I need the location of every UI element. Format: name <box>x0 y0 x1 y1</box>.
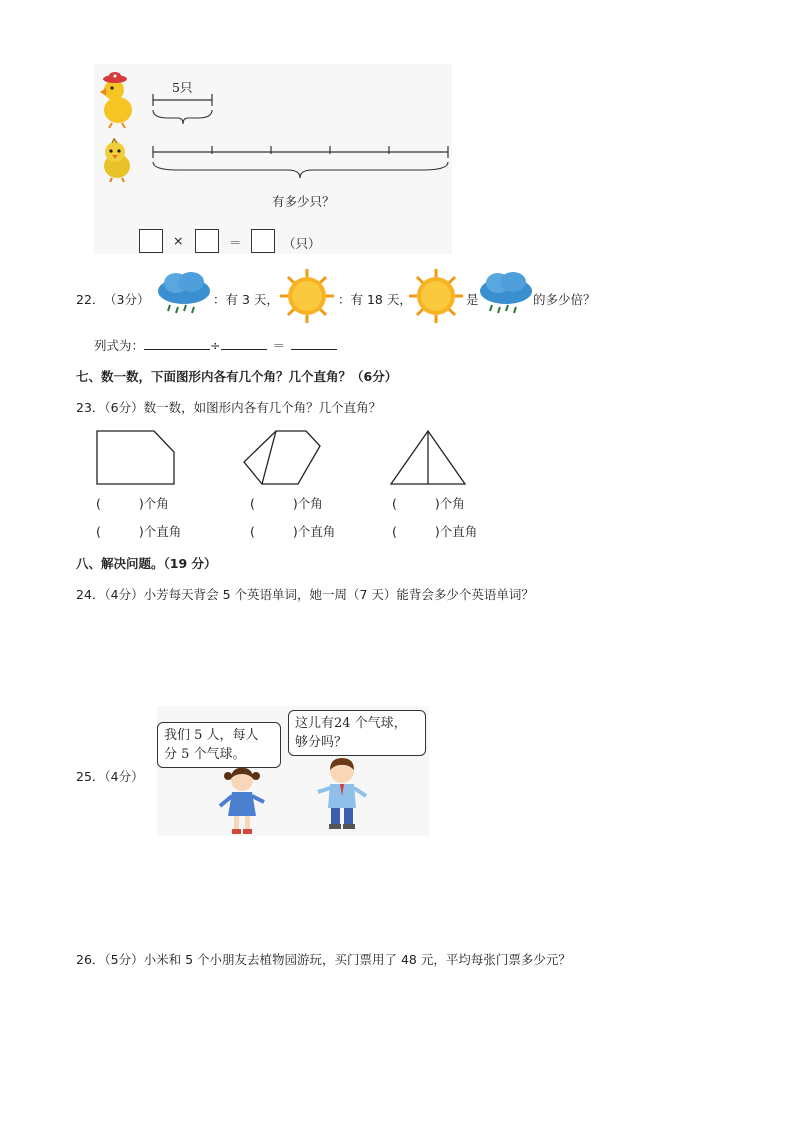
girl-line-2: 分 5 个气球。 <box>164 747 246 762</box>
q23-blank-1a[interactable] <box>101 496 139 508</box>
segment-label: 5只 <box>172 80 193 95</box>
shape-pentagon <box>97 431 174 484</box>
formula-label: 列式为： <box>94 338 145 353</box>
equals-sign: ＝ <box>229 235 242 250</box>
duckling-icon <box>98 138 134 182</box>
q22-text-a: ：有 3 天， <box>213 292 279 307</box>
times-sign: × <box>173 233 184 248</box>
q24-number: 24． <box>76 587 105 602</box>
q23-answer-1b: ( )个直角 <box>96 524 182 539</box>
girl-speech-bubble <box>157 722 281 768</box>
q25-score: （4分） <box>104 769 144 784</box>
q23-blank-1b[interactable] <box>101 524 139 536</box>
q23-answer-3a: ( )个角 <box>392 496 465 511</box>
q23-number: 23． <box>76 400 105 415</box>
q22-text-d: 的多少倍？ <box>533 292 596 307</box>
girl-illustration <box>214 766 270 838</box>
q23-text: 数一数，如图形内各有几个角？几个直角？ <box>143 400 382 415</box>
shape-hexagon <box>244 431 320 484</box>
sun-icon-2 <box>407 267 465 325</box>
q23-answer-1a: ( )个角 <box>96 496 169 511</box>
formula-blank-3[interactable] <box>291 337 337 350</box>
boy-line-1: 这儿有24 个气球， <box>295 716 407 731</box>
q23-answer-3b: ( )个直角 <box>392 524 478 539</box>
q22-number: 22． <box>76 292 105 307</box>
q23-score: （6分） <box>104 400 144 415</box>
rain-cloud-icon <box>156 271 212 317</box>
formula-blank-2[interactable] <box>221 337 267 350</box>
duck-with-hat-icon <box>96 66 136 130</box>
boy-line-2: 够分吗？ <box>295 735 348 750</box>
formula-blank-1[interactable] <box>144 337 210 350</box>
section7-title: 七、数一数，下面图形内各有几个角？几个直角？（6分） <box>76 369 398 384</box>
segment-question: 有多少只？ <box>272 194 335 209</box>
section8-title: 八、解决问题。（19 分） <box>76 556 217 571</box>
q23-blank-2b[interactable] <box>255 524 293 536</box>
q23-shapes <box>94 428 494 488</box>
q25-number: 25． <box>76 769 105 784</box>
sun-icon <box>278 267 336 325</box>
q23-stem <box>76 398 381 416</box>
q22-formula-line <box>94 336 337 354</box>
q26-stem <box>76 950 571 968</box>
q22-score: （3分） <box>104 292 150 307</box>
eq-sign: ＝ <box>272 338 286 353</box>
girl-line-1: 我们 5 人，每人 <box>164 728 259 743</box>
q23-answer-2b: ( )个直角 <box>250 524 336 539</box>
q24-score: （4分） <box>104 587 144 602</box>
q26-text: 小米和 5 个小朋友去植物园游玩，买门票用了 48 元，平均每张门票多少元？ <box>143 952 571 967</box>
div-sign: ÷ <box>210 338 221 353</box>
q23-blank-3b[interactable] <box>397 524 435 536</box>
boy-illustration <box>314 756 370 832</box>
q22-text-c: 是 <box>466 292 479 307</box>
q25-stem <box>76 767 144 785</box>
segment-diagram <box>148 92 452 182</box>
unit-label: （只） <box>283 236 321 251</box>
q24-text: 小芳每天背会 5 个英语单词，她一周（7 天）能背会多少个英语单词？ <box>143 587 534 602</box>
q23-blank-3a[interactable] <box>397 496 435 508</box>
answer-box-1[interactable] <box>139 229 163 253</box>
q23-blank-2a[interactable] <box>255 496 293 508</box>
q24-stem <box>76 585 534 603</box>
q26-number: 26． <box>76 952 105 967</box>
q23-answer-2a: ( )个角 <box>250 496 323 511</box>
q26-score: （5分） <box>104 952 144 967</box>
rain-cloud-icon-2 <box>478 271 534 317</box>
answer-box-3[interactable] <box>251 229 275 253</box>
q22-text-b: ：有 18 天， <box>338 292 412 307</box>
boy-speech-bubble <box>288 710 426 756</box>
answer-box-2[interactable] <box>195 229 219 253</box>
